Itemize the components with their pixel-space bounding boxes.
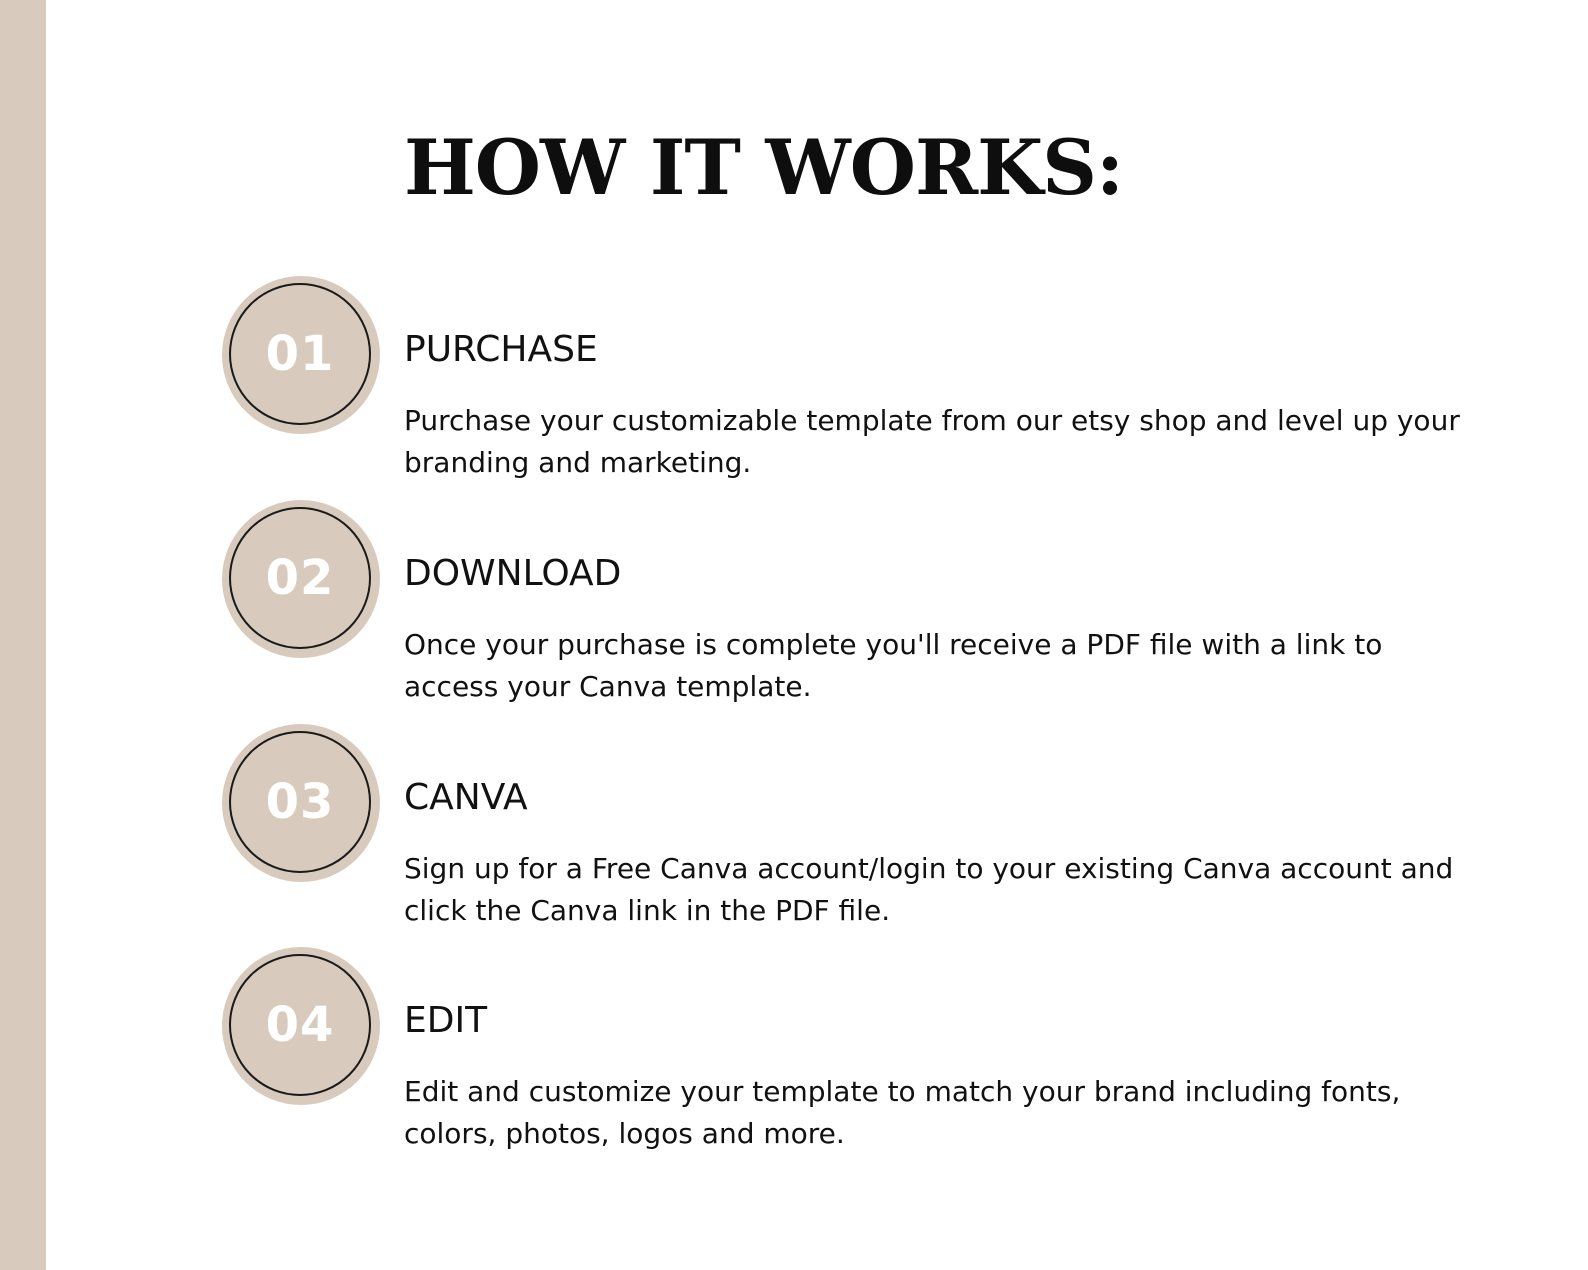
step-description: Edit and customize your template to match your brand including fonts, colors, photos, logos and more. — [404, 1075, 1401, 1150]
step-number: 02 — [265, 550, 335, 606]
step-number: 04 — [265, 997, 335, 1053]
step-canva — [222, 724, 1472, 927]
step-number-ring — [229, 507, 371, 649]
step-number-badge — [222, 276, 380, 434]
left-accent-bar — [0, 0, 46, 1270]
step-heading: CANVA — [404, 777, 528, 818]
step-download — [222, 500, 1472, 703]
step-number-ring — [229, 731, 371, 873]
step-number: 03 — [265, 774, 335, 830]
step-purchase — [222, 276, 1472, 479]
step-number-badge — [222, 500, 380, 658]
page-title: HOW IT WORKS: — [404, 123, 1124, 212]
step-number-ring — [229, 954, 371, 1096]
step-number-badge — [222, 947, 380, 1105]
step-number-badge — [222, 724, 380, 882]
step-heading: EDIT — [404, 1000, 488, 1041]
step-description: Once your purchase is complete you'll receive a PDF file with a link to access your Canva template. — [404, 628, 1383, 703]
step-number-ring — [229, 283, 371, 425]
step-edit — [222, 947, 1472, 1150]
step-heading: DOWNLOAD — [404, 553, 622, 594]
step-description: Sign up for a Free Canva account/login to your existing Canva account and click the Canva link in the PDF file. — [404, 852, 1454, 927]
step-number: 01 — [265, 326, 335, 382]
step-description: Purchase your customizable template from our etsy shop and level up your branding and marketing. — [404, 404, 1460, 479]
step-heading: PURCHASE — [404, 329, 598, 370]
